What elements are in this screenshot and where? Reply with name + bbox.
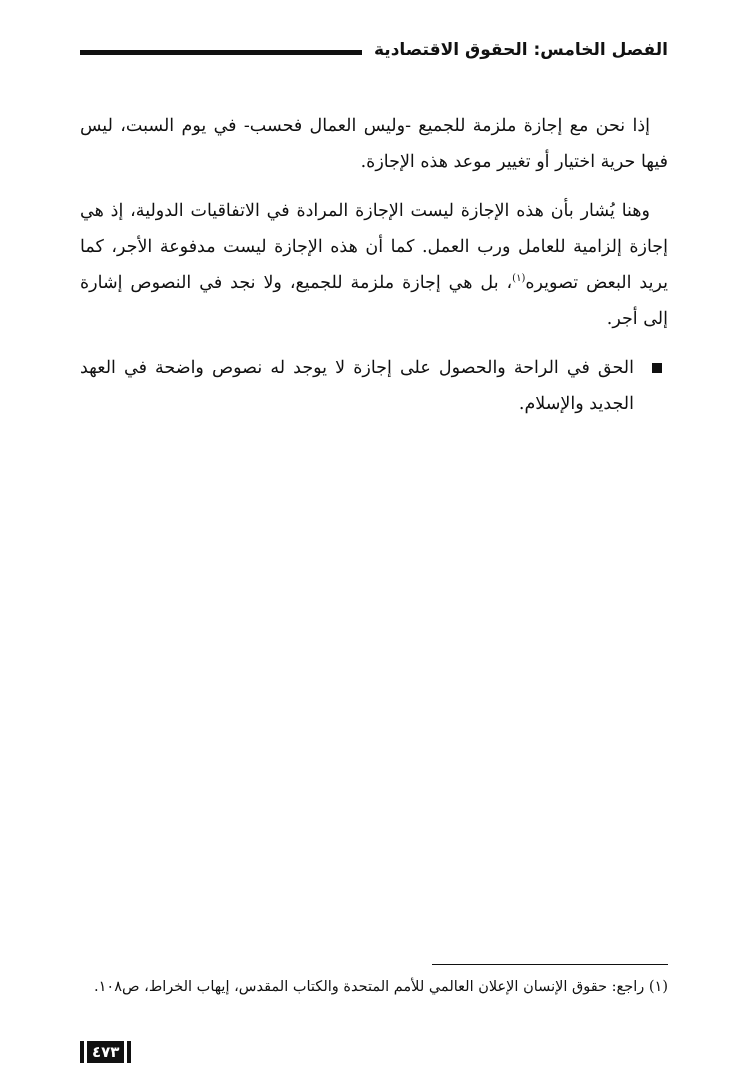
- bullet-item: [80, 350, 668, 422]
- main-text: [80, 108, 668, 422]
- paragraph-2-text: وهنا يُشار بأن هذه الإجازة ليست الإجازة المرادة في الاتفاقيات الدولية، إذ هي إجازة إلزامية للعامل ورب العمل. كما أن هذه الإجازة ليست مدفوعة الأجر، كما يريد البعض تصويره: [80, 201, 668, 293]
- footnote-reference[interactable]: (١): [512, 273, 526, 285]
- footnote: (١) راجع: حقوق الإنسان الإعلان العالمي للأمم المتحدة والكتاب المقدس، إيهاب الخراط، ص١٠٨.: [94, 979, 668, 995]
- paragraph-2: [80, 193, 668, 337]
- page-number-bar-left: [80, 1041, 84, 1063]
- page-number: [80, 1040, 131, 1064]
- page-number-bar-right: [127, 1041, 131, 1063]
- square-bullet-icon: [652, 363, 662, 373]
- paragraph-1: إذا نحن مع إجازة ملزمة للجميع -وليس العمال فحسب- في يوم السبت، ليس فيها حرية اختيار أو تغيير موعد هذه الإجازة.: [80, 116, 668, 172]
- running-header: [80, 36, 668, 64]
- page-number-value: ٤٧٣: [87, 1041, 124, 1063]
- footnote-separator: [432, 964, 668, 965]
- chapter-title: الفصل الخامس: الحقوق الاقتصادية: [374, 40, 668, 60]
- header-rule: [80, 50, 362, 55]
- paragraph-2-text-end: ، بل هي إجازة ملزمة للجميع، ولا نجد في النصوص إشارة إلى أجر.: [80, 273, 668, 329]
- bullet-text: الحق في الراحة والحصول على إجازة لا يوجد له نصوص واضحة في العهد الجديد والإسلام.: [80, 358, 634, 414]
